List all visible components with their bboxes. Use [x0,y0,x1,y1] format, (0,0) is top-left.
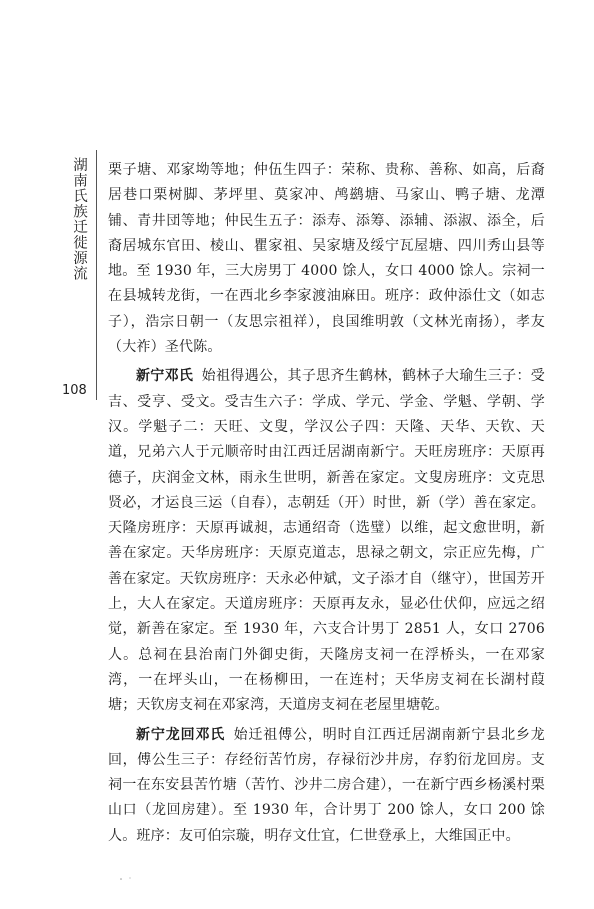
clan-heading: 新宁邓氏 [136,368,194,385]
paragraph-text: 栗子塘、邓家坳等地；仲伍生四子：荣称、贵称、善称、如高，后裔居巷口栗树脚、茅坪里、莫家冲、鸬鹚塘、马家山、鸭子塘、龙潭铺、青井団等地；仲民生五子：添寿、添筹、添辅、添淑、添全，后裔居城东官田、棱山、瞿家祖、吴家塘及绥宁瓦屋塘、四川秀山县等地。至 1930 年，三大房男丁 4000 馀人，女口 4000 馀人。宗祠一在县城转龙街，一在西北乡李家渡油麻田。班序：政仲添仕文（如志子），浩宗日朝一（友思宗祖祥），良国维明敦（文林光南扬），孝友（大祚）圣代陈。 [108,162,545,356]
margin-rule [96,150,97,400]
paragraph-text: 始迁祖傅公，明时自江西迁居湖南新宁县北乡龙回，傅公生三子：存经衍苦竹房，存禄衍沙井房，存豹衍龙回房。支祠一在东安县苦竹塘（苦竹、沙井二房合建），一在新宁西乡杨溪村栗山口（龙回房建）。至 1930 年，合计男丁 200 馀人，女口 200 馀人。班序：友可伯宗璇，明存文仕宜，仁世登承上，大维国正中。 [108,726,545,844]
body-text [108,158,545,853]
running-head: 湖南氏族迁徙源流 [71,157,87,281]
clan-heading: 新宁龙回邓氏 [136,726,226,743]
paragraph-xinning-deng [108,364,545,718]
page-number: 108 [62,383,87,398]
paragraph-text: 始祖得遇公，其子思齐生鹤林，鹤林子大瑜生三子：受吉、受亨、受文。受吉生六子：学成、学元、学金、学魁、学朝、学汉。学魁子二：天旺、文叟，学汉公子四：天隆、天华、天钦、天道，兄弟六人于元顺帝时由江西迁居湖南新宁。天旺房班序：天原再德子，庆润金文林，雨永生世明，新善在家定。文叟房班序：文克思贤必，才运良三运（自春），志朝廷（开）时世，新（学）善在家定。天隆房班序：天原再诚昶，志通绍奇（选璧）以维，起文愈世明，新善在家定。天华房班序：天原克道志，思禄之朝文，宗正应先梅，广善在家定。天钦房班序：天永必仲斌，文子添才自（继守），世国芳开上，大人在家定。天道房班序：天原再友永，显必仕伏仰，应远之绍觉，新善在家定。至 1930 年，六支合计男丁 2851 人，女口 2706 人。总祠在县治南门外御史街，天隆房支祠一在浮桥头，一在邓家湾，一在坪头山，一在杨柳田，一在连村；天华房支祠在长湖村葭塘；天钦房支祠在邓家湾，天道房支祠在老屋里塘乾。 [108,368,545,714]
paper-specks [118,876,138,882]
paragraph-xinning-longhui-deng [108,723,545,849]
paragraph-continued [108,158,545,360]
